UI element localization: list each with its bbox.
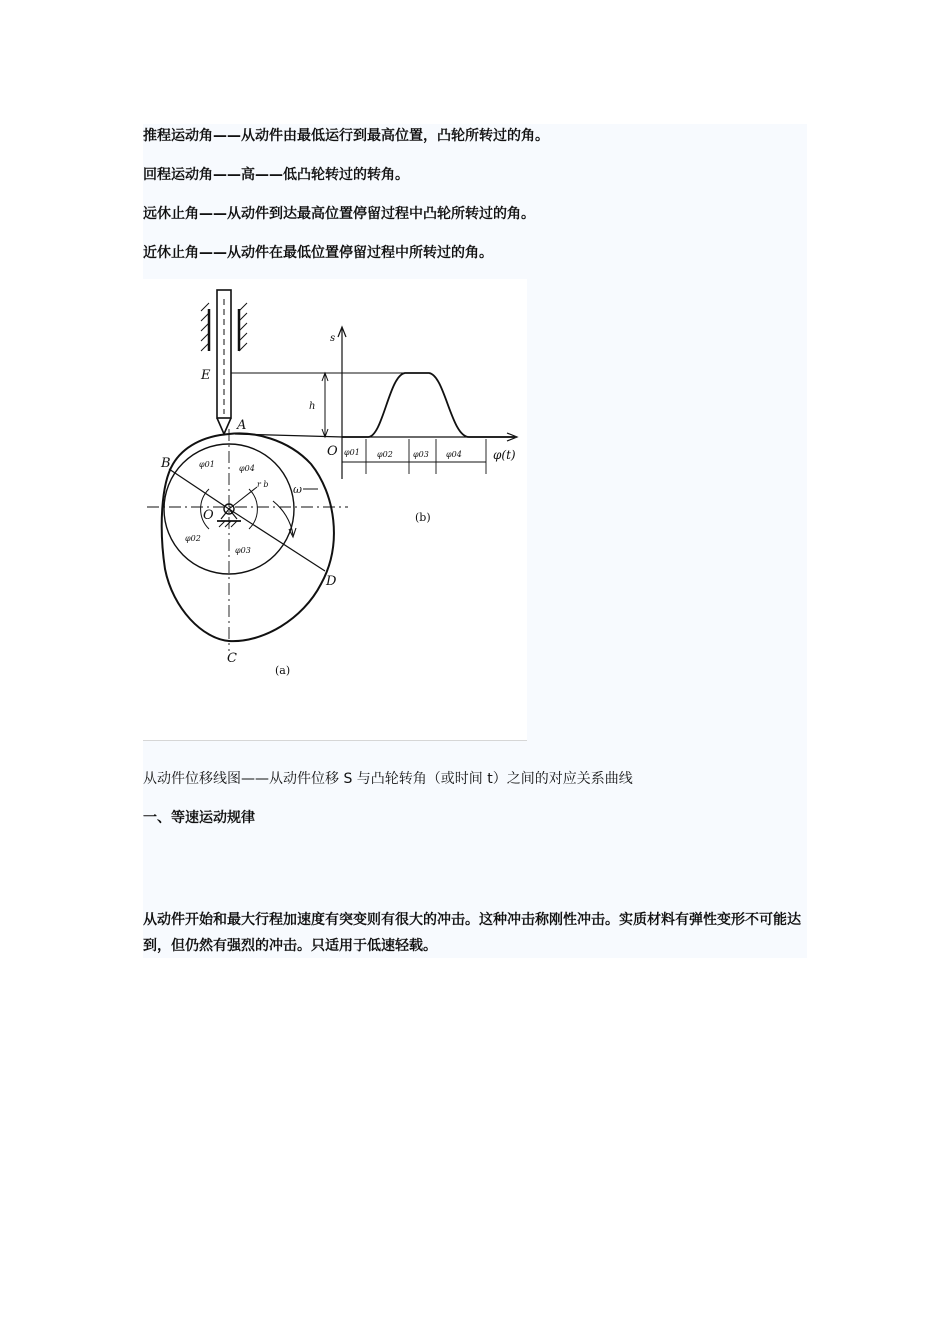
- label-phi02-graph: φ02: [377, 450, 393, 459]
- label-phi03-graph: φ03: [413, 450, 429, 459]
- label-phi-t: φ(t): [493, 448, 516, 462]
- label-phi03-cam: φ03: [235, 546, 251, 555]
- label-phi02-cam: φ02: [185, 534, 201, 543]
- label-A: A: [237, 418, 247, 433]
- section-title: 一、等速运动规律: [143, 810, 255, 826]
- label-omega: ω: [293, 483, 302, 496]
- caption-b: (b): [415, 511, 431, 524]
- label-phi04-cam: φ04: [239, 464, 255, 473]
- label-O-graph: O: [327, 444, 338, 459]
- label-phi01-cam: φ01: [199, 460, 215, 469]
- cam-figure: [143, 279, 527, 740]
- definition-return-angle: 回程运动角——高——低凸轮转过的转角。: [143, 167, 409, 183]
- label-h: h: [309, 401, 316, 412]
- cam-diagram: [143, 279, 527, 740]
- label-rb: r b: [257, 480, 269, 489]
- label-phi04-graph: φ04: [446, 450, 462, 459]
- label-O-cam: O: [203, 508, 214, 523]
- figure-divider: [143, 740, 527, 741]
- displacement-curve: [342, 373, 515, 437]
- definition-far-dwell-angle: 远休止角——从动件到达最高位置停留过程中凸轮所转过的角。: [143, 206, 535, 222]
- caption-a: (a): [275, 664, 291, 677]
- label-B: B: [161, 456, 171, 471]
- definition-push-angle: 推程运动角——从动件由最低运行到最高位置，凸轮所转过的角。: [143, 128, 549, 144]
- label-s: s: [330, 333, 336, 344]
- label-E: E: [201, 368, 211, 383]
- definition-near-dwell-angle: 近休止角——从动件在最低位置停留过程中所转过的角。: [143, 245, 493, 261]
- impact-paragraph: 从动件开始和最大行程加速度有突变则有很大的冲击。这种冲击称刚性冲击。实质材料有弹性变形不可能达到，但仍然有强烈的冲击。只适用于低速轻载。: [143, 912, 801, 954]
- label-C: C: [227, 651, 237, 666]
- label-phi01-graph: φ01: [344, 448, 360, 457]
- displacement-definition: 从动件位移线图——从动件位移 S 与凸轮转角（或时间 t）之间的对应关系曲线: [143, 771, 633, 787]
- label-D: D: [326, 574, 337, 589]
